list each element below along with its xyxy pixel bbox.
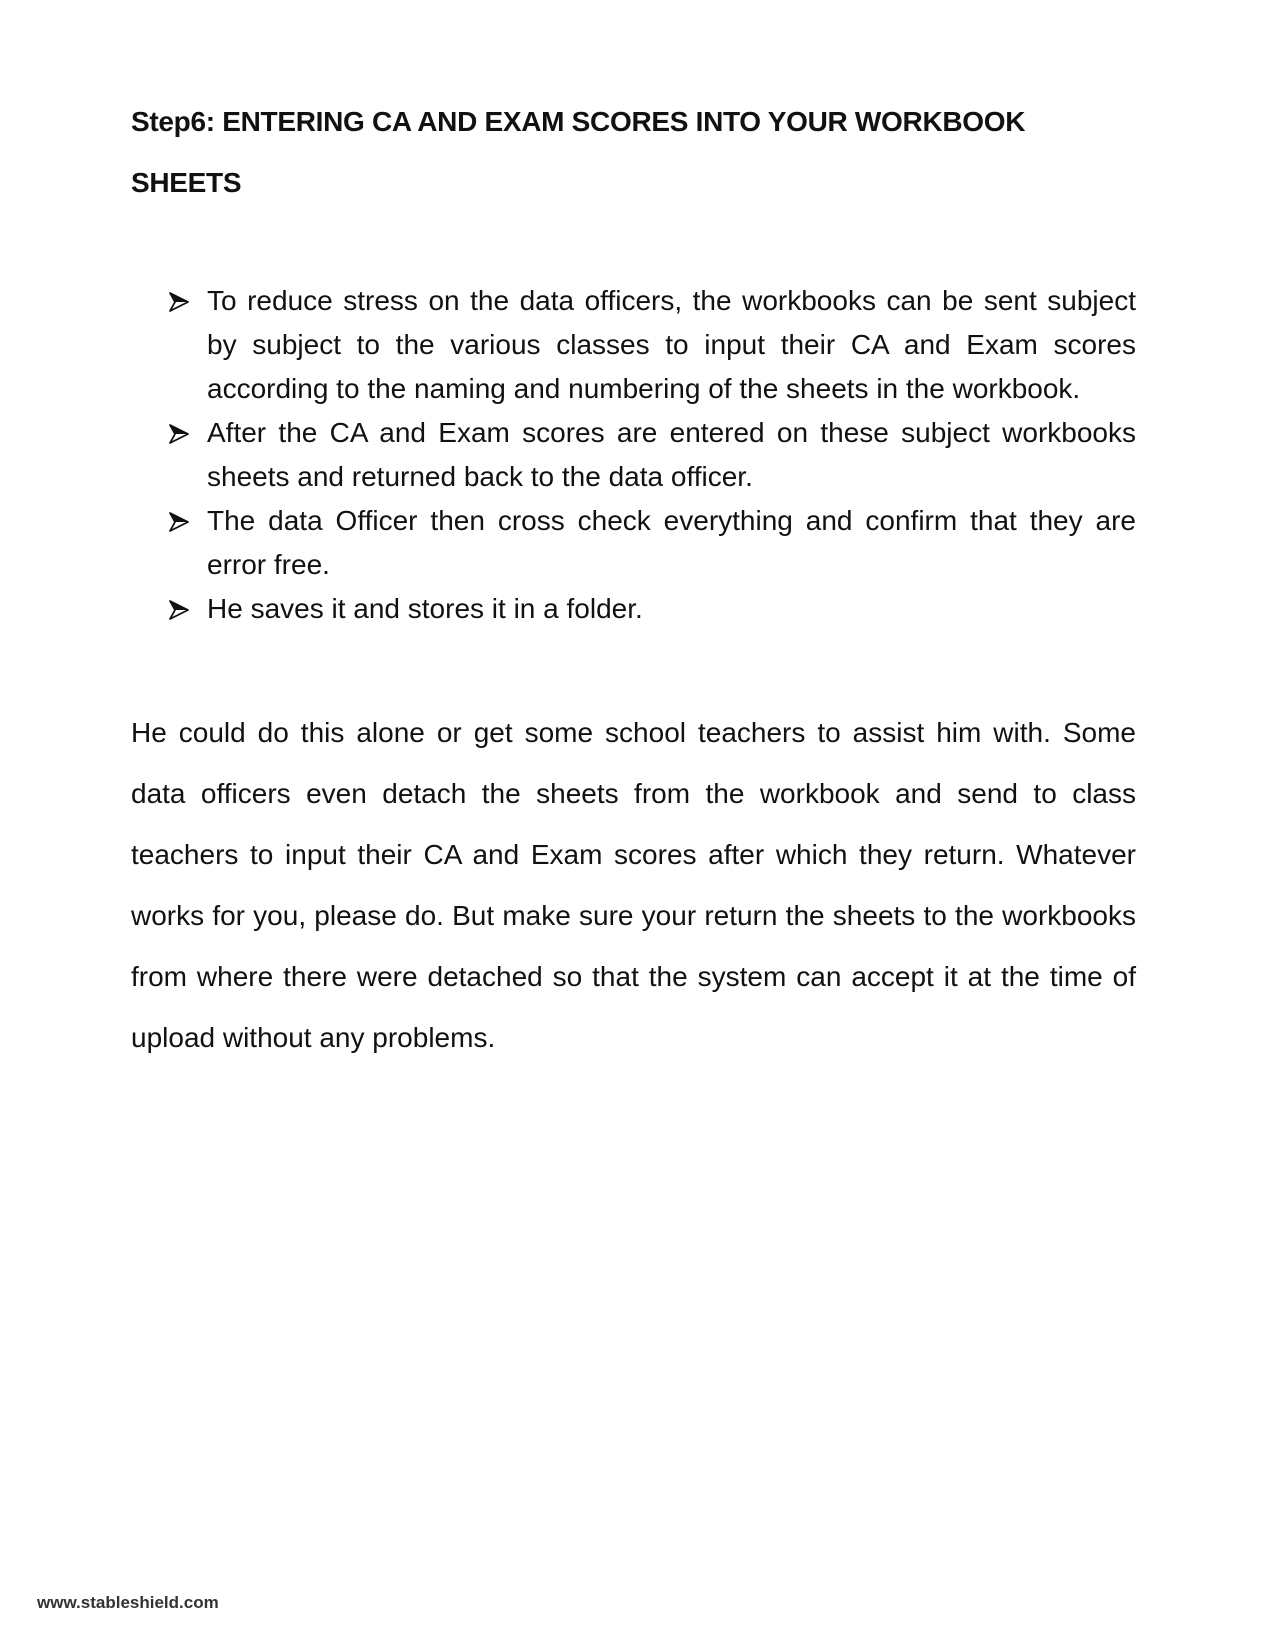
arrowhead-bullet-icon bbox=[169, 600, 189, 620]
bullet-text: He saves it and stores it in a folder. bbox=[207, 593, 643, 624]
bullet-item bbox=[165, 587, 1136, 631]
bullet-item bbox=[165, 279, 1136, 411]
arrowhead-bullet-icon bbox=[169, 424, 189, 444]
bullet-text: The data Officer then cross check everything and confirm that they are error free. bbox=[207, 505, 1136, 580]
section-heading-line-2: SHEETS bbox=[131, 167, 242, 198]
body-paragraph: He could do this alone or get some school teachers to assist him with. Some data officers even detach the sheets from the workbook and send to class teachers to input their CA and Exam scores after which they return. Whatever works for you, please do. But make sure your return the sheets to the workbooks from where there were detached so that the system can accept it at the time of upload without any problems. bbox=[131, 717, 1136, 1053]
bullet-item bbox=[165, 411, 1136, 499]
bullet-text: After the CA and Exam scores are entered on these subject workbooks sheets and returned back to the data officer. bbox=[207, 417, 1136, 492]
arrowhead-bullet-icon bbox=[169, 292, 189, 312]
footer-website: www.stableshield.com bbox=[37, 1593, 219, 1612]
bullet-list bbox=[165, 279, 1136, 631]
bullet-text: To reduce stress on the data officers, the workbooks can be sent subject by subject to the various classes to input their CA and Exam scores according to the naming and numbering of the sheets in the workbook. bbox=[207, 285, 1136, 404]
section-heading-line-1: Step6: ENTERING CA AND EXAM SCORES INTO YOUR WORKBOOK bbox=[131, 106, 1026, 137]
arrowhead-bullet-icon bbox=[169, 512, 189, 532]
bullet-item bbox=[165, 499, 1136, 587]
